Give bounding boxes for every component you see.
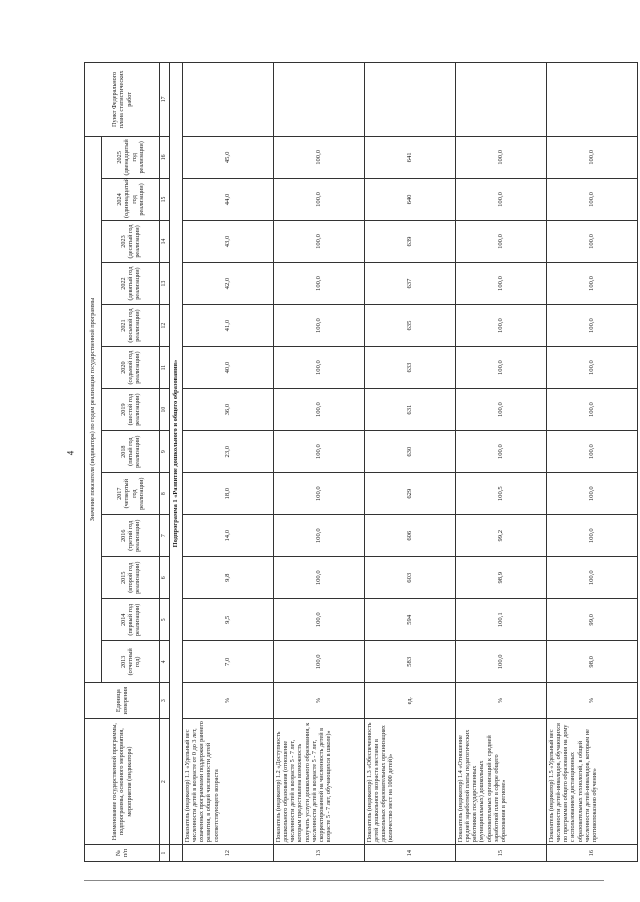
column-number: 3 (160, 683, 170, 719)
indicators-table (84, 62, 638, 862)
row-number: 15 (456, 845, 547, 862)
value-cell: 603 (365, 557, 456, 599)
column-number: 17 (160, 63, 170, 137)
plan-cell (365, 63, 456, 137)
value-cell: 100,0 (456, 389, 547, 431)
column-number: 4 (160, 641, 170, 683)
column-number: 10 (160, 389, 170, 431)
header-plan-item: Пункт Федерального плана статистических работ (85, 63, 160, 137)
value-cell: 583 (365, 641, 456, 683)
header-year-number: 2013 (119, 655, 127, 668)
value-cell: 40,0 (183, 347, 274, 389)
value-cell: 100,0 (547, 220, 638, 262)
value-cell: 100,0 (274, 347, 365, 389)
subprogram-title: Подпрограмма 1 «Развитие дошкольного и общего образования» (170, 63, 183, 845)
value-cell: 7,0 (183, 641, 274, 683)
plan-cell (456, 63, 547, 137)
unit-cell: % (183, 683, 274, 719)
value-cell: 23,0 (183, 431, 274, 473)
column-number: 11 (160, 347, 170, 389)
table-row (547, 63, 638, 862)
value-cell: 100,0 (547, 178, 638, 220)
header-year-label: (двенадцатый год реализации) (123, 139, 145, 176)
header-year-label: (шестой год реализации) (126, 393, 142, 426)
indicator-name: Показатель (индикатор) 1.4 «Отношение средней заработной платы педагогических работников государственных (муниципальных) дошкольных образовательных организаций к средней заработной плате в сфере общего образования в регионе» (456, 719, 547, 845)
value-cell: 100,0 (547, 389, 638, 431)
value-cell: 635 (365, 305, 456, 347)
value-cell: 631 (365, 389, 456, 431)
header-year-label: (одиннадцатый год реализации) (123, 177, 145, 218)
header-year-2022 (102, 263, 160, 305)
subprogram-empty-num (170, 845, 183, 862)
column-number: 1 (160, 845, 170, 862)
column-number: 16 (160, 136, 170, 178)
value-cell: 100,0 (274, 515, 365, 557)
header-year-label: (отчетный год) (126, 648, 142, 676)
header-year-2023 (102, 220, 160, 262)
value-cell: 606 (365, 515, 456, 557)
table-row (456, 63, 547, 862)
header-year-number: 2018 (119, 445, 127, 458)
value-cell: 100,0 (274, 305, 365, 347)
header-values-group: Значение показателя (индикатора) по годам реализации государственной программы (85, 136, 102, 683)
value-cell: 100,0 (456, 305, 547, 347)
unit-cell: % (274, 683, 365, 719)
value-cell: 98,0 (547, 641, 638, 683)
header-year-2015 (102, 557, 160, 599)
value-cell: 100,0 (547, 473, 638, 515)
value-cell: 100,0 (274, 431, 365, 473)
value-cell: 100,0 (547, 136, 638, 178)
column-number: 14 (160, 220, 170, 262)
header-year-label: (восьмой год реализации) (126, 308, 142, 343)
header-year-label: (пятый год реализации) (126, 435, 142, 468)
value-cell: 100,0 (456, 431, 547, 473)
value-cell: 100,0 (274, 599, 365, 641)
plan-cell (547, 63, 638, 137)
header-year-number: 2025 (116, 151, 124, 164)
table-row (274, 63, 365, 862)
rotated-table-container (84, 62, 603, 862)
header-year-number: 2020 (119, 361, 127, 374)
header-year-number: 2024 (116, 193, 124, 206)
header-year-2019 (102, 389, 160, 431)
unit-cell: % (456, 683, 547, 719)
value-cell: 100,0 (456, 263, 547, 305)
header-year-2024 (102, 178, 160, 220)
column-number: 8 (160, 473, 170, 515)
header-year-label: (седьмой год реализации) (126, 350, 142, 385)
header-year-label: (третий год реализации) (126, 519, 142, 552)
value-cell: 14,0 (183, 515, 274, 557)
value-cell: 100,0 (547, 347, 638, 389)
header-year-2013 (102, 641, 160, 683)
value-cell: 637 (365, 263, 456, 305)
column-number: 13 (160, 263, 170, 305)
page-number: 4 (65, 450, 76, 456)
row-number: 13 (274, 845, 365, 862)
header-year-2018 (102, 431, 160, 473)
header-year-2017 (102, 473, 160, 515)
header-year-2020 (102, 347, 160, 389)
value-cell: 99,0 (547, 599, 638, 641)
header-year-label: (девятый год реализации) (126, 266, 142, 301)
value-cell: 100,0 (547, 305, 638, 347)
value-cell: 100,0 (456, 220, 547, 262)
header-year-2021 (102, 305, 160, 347)
value-cell: 100,0 (274, 389, 365, 431)
header-year-number: 2016 (119, 529, 127, 542)
value-cell: 100,0 (274, 263, 365, 305)
plan-cell (183, 63, 274, 137)
column-number: 7 (160, 515, 170, 557)
header-year-label: (первый год реализации) (126, 603, 142, 636)
table-row (183, 63, 274, 862)
value-cell: 100,5 (456, 473, 547, 515)
header-year-number: 2015 (119, 571, 127, 584)
value-cell: 100,0 (274, 473, 365, 515)
header-year-label: (десятый год реализации) (126, 224, 142, 259)
header-year-number: 2022 (119, 277, 127, 290)
column-number: 2 (160, 719, 170, 845)
value-cell: 45,0 (183, 136, 274, 178)
header-unit: Единица измерения (85, 683, 160, 719)
value-cell: 100,0 (547, 515, 638, 557)
header-year-label: (второй год реализации) (126, 561, 142, 594)
header-year-2014 (102, 599, 160, 641)
value-cell: 100,0 (547, 431, 638, 473)
value-cell: 100,0 (274, 178, 365, 220)
value-cell: 641 (365, 136, 456, 178)
value-cell: 100,0 (547, 557, 638, 599)
value-cell: 100,0 (456, 347, 547, 389)
header-year-2025 (102, 136, 160, 178)
row-number: 16 (547, 845, 638, 862)
column-number: 12 (160, 305, 170, 347)
header-year-label: (четвертый год реализации) (123, 477, 145, 510)
row-number: 12 (183, 845, 274, 862)
header-num: № п/п (85, 845, 160, 862)
row-number: 14 (365, 845, 456, 862)
value-cell: 44,0 (183, 178, 274, 220)
value-cell: 100,0 (547, 263, 638, 305)
value-cell: 100,0 (274, 641, 365, 683)
indicator-name: Показатель (индикатор) 1.1 «Удельный вес численности детей в возрасте от 0 до 3 лет, охваченных программами поддержки раннего развития, в общей численности детей соответствующего возраста (183, 719, 274, 845)
value-cell: 100,0 (274, 136, 365, 178)
plan-cell (274, 63, 365, 137)
value-cell: 594 (365, 599, 456, 641)
value-cell: 9,5 (183, 599, 274, 641)
header-year-number: 2014 (119, 613, 127, 626)
value-cell: 100,0 (274, 220, 365, 262)
value-cell: 100,0 (456, 178, 547, 220)
header-year-2016 (102, 515, 160, 557)
value-cell: 43,0 (183, 220, 274, 262)
indicator-name: Показатель (индикатор) 1.5 «Удельный вес численности детей-инвалидов, обучающихся по программам общего образования на дому с использованием дистанционных образовательных технологий, в общей численности детей-инвалидов, которым не противопоказано обучение» (547, 719, 638, 845)
header-year-number: 2021 (119, 319, 127, 332)
table-row (365, 63, 456, 862)
value-cell: 42,0 (183, 263, 274, 305)
value-cell: 630 (365, 431, 456, 473)
indicator-name: Показатель (индикатор) 1.3 «Обеспеченность детей дошкольного возраста местами в дошкольных образовательных организациях (количество мест на 1000 детей)» (365, 719, 456, 845)
column-number: 15 (160, 178, 170, 220)
value-cell: 36,0 (183, 389, 274, 431)
value-cell: 9,8 (183, 557, 274, 599)
header-year-number: 2019 (119, 403, 127, 416)
unit-cell: % (547, 683, 638, 719)
value-cell: 100,1 (456, 599, 547, 641)
value-cell: 100,0 (274, 557, 365, 599)
value-cell: 98,9 (456, 557, 547, 599)
value-cell: 629 (365, 473, 456, 515)
footer-line (84, 880, 604, 881)
header-year-number: 2023 (119, 235, 127, 248)
column-number: 6 (160, 557, 170, 599)
value-cell: 41,0 (183, 305, 274, 347)
value-cell: 633 (365, 347, 456, 389)
value-cell: 639 (365, 220, 456, 262)
unit-cell: ед. (365, 683, 456, 719)
header-year-number: 2017 (116, 487, 124, 500)
value-cell: 18,0 (183, 473, 274, 515)
column-number: 9 (160, 431, 170, 473)
value-cell: 640 (365, 178, 456, 220)
column-number: 5 (160, 599, 170, 641)
indicator-name: Показатель (индикатор) 1.2 «Доступность дошкольного образования (отношение численности детей в возрасте 5 - 7 лет, которым предоставлена возможность получать услуги дошкольного образования, к численности детей в возрасте 5 - 7 лет, скорректированной на численность детей в возрасте 5 - 7 лет, обучающихся в школе)» (274, 719, 365, 845)
header-name: Наименование государственной программы, подпрограммы, основного мероприятия, мероприятия (индикатора) (85, 719, 160, 845)
value-cell: 100,0 (456, 136, 547, 178)
value-cell: 100,0 (456, 641, 547, 683)
value-cell: 99,2 (456, 515, 547, 557)
